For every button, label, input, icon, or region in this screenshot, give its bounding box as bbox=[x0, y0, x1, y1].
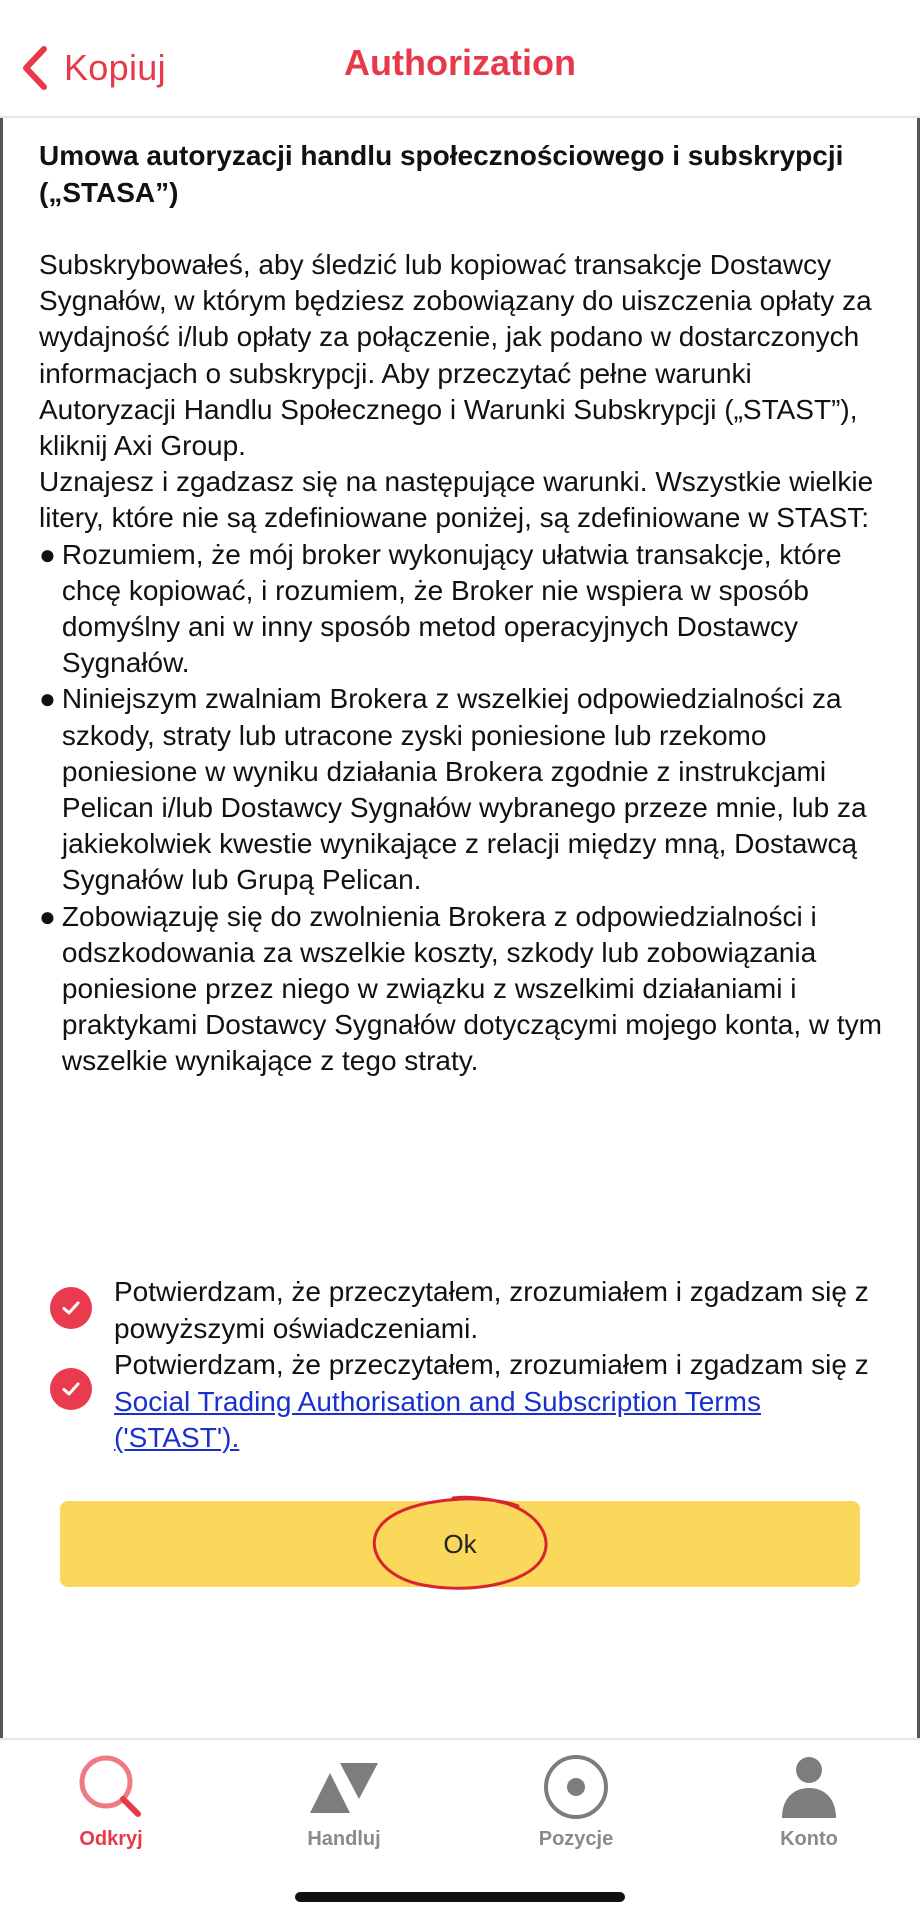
confirmation-text: Potwierdzam, że przeczytałem, zrozumiałem i zgadzam się z bbox=[114, 1349, 869, 1380]
tab-odkryj[interactable] bbox=[41, 1752, 181, 1862]
bullet-icon: ● bbox=[39, 900, 56, 932]
list-item bbox=[39, 681, 884, 898]
checkmark-icon[interactable] bbox=[50, 1368, 92, 1410]
bullet-icon: ● bbox=[39, 538, 56, 570]
confirmation-row-statements bbox=[50, 1274, 880, 1347]
bullet-text: Rozumiem, że mój broker wykonujący ułatwia transakcje, które chcę kopiować, i rozumiem, że Broker nie wspiera w sposób domyślny ani w inny sposób metod operacyjnych Dostawcy Sygnałów. bbox=[61, 538, 842, 679]
bullet-text: Zobowiązuję się do zwolnienia Brokera z odpowiedzialności i odszkodowania za wszelkie koszty, szkody lub zobowiązania poniesione przez niego w związku z wszelkimi działaniami i praktykami Dostawcy Sygnałów dotyczącymi mojego konta, w tym wszelkie wynikające z tego straty. bbox=[61, 900, 882, 1077]
trade-icon bbox=[274, 1752, 414, 1822]
bullet-text: Niniejszym zwalniam Brokera z wszelkiej odpowiedzialności za szkody, straty lub utracone zyski poniesione lub rzekomo poniesione w wyniku działania Brokera zgodnie z instrukcjami Pelican i/lub Dostawcy Sygnałów wybranego przeze mnie, lub za jakiekolwiek kwestie wynikające z relacji między mną, Dostawcą Sygnałów lub Grupą Pelican. bbox=[61, 683, 867, 896]
tab-label: Pozycje bbox=[538, 1828, 614, 1850]
confirmation-row-stast bbox=[50, 1347, 880, 1457]
tab-label: Handluj bbox=[307, 1828, 381, 1850]
positions-icon bbox=[506, 1752, 646, 1822]
account-icon bbox=[739, 1752, 879, 1822]
agreement-body bbox=[39, 247, 884, 1080]
tab-label: Konto bbox=[780, 1828, 838, 1850]
ok-button-label: Ok bbox=[443, 1528, 477, 1559]
stast-link[interactable]: Social Trading Authorisation and Subscription Terms ('STAST'). bbox=[114, 1385, 761, 1453]
ack-paragraph: Uznajesz i zgadzasz się na następujące warunki. Wszystkie wielkie litery, które nie są zdefiniowane poniżej, są zdefiniowane w STAST: bbox=[39, 466, 874, 534]
tab-konto[interactable] bbox=[739, 1752, 879, 1862]
page-title: Authorization bbox=[344, 42, 576, 83]
tab-pozycje[interactable] bbox=[506, 1752, 646, 1862]
back-label: Kopiuj bbox=[64, 47, 166, 88]
checkmark-icon[interactable] bbox=[50, 1287, 92, 1329]
confirmations bbox=[50, 1274, 880, 1457]
list-item bbox=[39, 899, 884, 1080]
agreement-content bbox=[39, 137, 884, 1080]
list-item bbox=[39, 537, 884, 682]
bullet-icon: ● bbox=[39, 683, 56, 715]
navigation-header bbox=[0, 0, 920, 118]
search-icon bbox=[41, 1752, 181, 1822]
ok-button[interactable] bbox=[60, 1501, 860, 1587]
home-indicator[interactable] bbox=[295, 1892, 625, 1902]
tab-handluj[interactable] bbox=[274, 1752, 414, 1862]
intro-paragraph: Subskrybowałeś, aby śledzić lub kopiować transakcje Dostawcy Sygnałów, w którym będziesz zobowiązany do uiszczenia opłaty za wydajność i/lub opłaty za połączenie, jak podano w dostarczonych informacjach o subskrypcji. Aby przeczytać pełne warunki Autoryzacji Handlu Społecznego i Warunki Subskrypcji („STAST”), kliknij Axi Group. bbox=[39, 249, 872, 462]
tab-label: Odkryj bbox=[79, 1828, 143, 1850]
confirmation-text: Potwierdzam, że przeczytałem, zrozumiałem i zgadzam się z powyższymi oświadczeniami. bbox=[114, 1276, 869, 1344]
agreement-heading: Umowa autoryzacji handlu społecznościowego i subskrypcji („STASA”) bbox=[39, 140, 844, 208]
